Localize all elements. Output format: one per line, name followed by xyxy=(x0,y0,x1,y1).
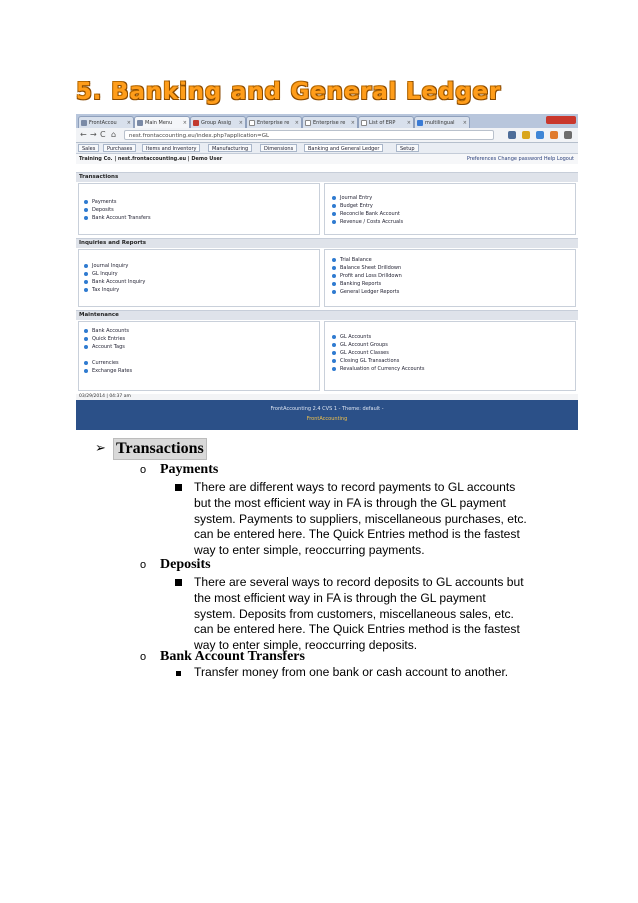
heading-label: Transactions xyxy=(113,438,207,460)
text-line: There are different ways to record payments to GL accounts xyxy=(194,480,516,494)
bookmark-icon[interactable] xyxy=(508,131,516,139)
link-revaluation[interactable]: Revaluation of Currency Accounts xyxy=(332,365,424,373)
browser-tab[interactable]: FrontAccou × xyxy=(78,116,134,128)
link-balance-sheet[interactable]: Balance Sheet Drilldown xyxy=(332,264,402,272)
link-list xyxy=(332,256,402,296)
link-trial-balance[interactable]: Trial Balance xyxy=(332,256,402,264)
extension-icon[interactable] xyxy=(536,131,544,139)
info-bar xyxy=(76,154,578,164)
link-bank-transfers[interactable]: Bank Account Transfers xyxy=(84,214,151,222)
text-line: system. Payments to suppliers, miscellaneous purchases, etc. xyxy=(194,511,527,526)
address-bar xyxy=(76,128,578,143)
section-title: Maintenance xyxy=(76,310,578,320)
company-info: Training Co. | nest.frontaccounting.eu | Demo User xyxy=(79,156,223,162)
link-profit-loss[interactable]: Profit and Loss Drilldown xyxy=(332,272,402,280)
link-journal-inquiry[interactable]: Journal Inquiry xyxy=(84,262,145,270)
link-exchange-rates[interactable]: Exchange Rates xyxy=(84,367,132,375)
text-line: can be entered here. The Quick Entries method is the fastest xyxy=(194,527,520,542)
link-accruals[interactable]: Revenue / Costs Accruals xyxy=(332,218,403,226)
translate-icon xyxy=(417,120,423,126)
close-icon[interactable]: × xyxy=(238,120,243,126)
link-list xyxy=(84,327,132,375)
link-tax-inquiry[interactable]: Tax Inquiry xyxy=(84,286,145,294)
frontaccounting-screenshot xyxy=(76,114,578,430)
paragraph-transfers xyxy=(194,665,566,681)
section-title: Inquiries and Reports xyxy=(76,238,578,248)
link-list xyxy=(84,198,151,222)
circle-bullet: o xyxy=(140,559,147,571)
section-maintenance xyxy=(76,310,578,320)
browser-tab[interactable]: Group Assig × xyxy=(190,116,246,128)
link-account-tags[interactable]: Account Tags xyxy=(84,343,132,351)
link-budget-entry[interactable]: Budget Entry xyxy=(332,202,403,210)
page-icon xyxy=(137,120,143,126)
url-input[interactable]: nest.frontaccounting.eu/index.php?application=GL xyxy=(124,130,494,140)
link-list xyxy=(332,333,424,373)
circle-bullet: o xyxy=(140,651,147,663)
sub-heading-label: Bank Account Transfers xyxy=(160,649,305,664)
footer-link[interactable]: FrontAccounting xyxy=(306,416,348,422)
wikipedia-icon xyxy=(249,120,255,126)
link-reconcile[interactable]: Reconcile Bank Account xyxy=(332,210,403,218)
close-icon[interactable]: × xyxy=(462,120,467,126)
footer-version: FrontAccounting 2.4 CVS 1 - Theme: default - xyxy=(270,406,384,412)
section-title: Transactions xyxy=(76,172,578,182)
link-gl-accounts[interactable]: GL Accounts xyxy=(332,333,424,341)
browser-tab[interactable]: Main Menu × xyxy=(134,116,190,128)
close-icon[interactable]: × xyxy=(406,120,411,126)
browser-tab[interactable]: Enterprise re × xyxy=(246,116,302,128)
link-gl-groups[interactable]: GL Account Groups xyxy=(332,341,424,349)
browser-tab[interactable]: List of ERP × xyxy=(358,116,414,128)
link-gl-classes[interactable]: GL Account Classes xyxy=(332,349,424,357)
circle-bullet: o xyxy=(140,464,147,476)
app-menu-bar xyxy=(76,143,578,154)
browser-tab[interactable]: Enterprise re × xyxy=(302,116,358,128)
wikipedia-icon xyxy=(305,120,311,126)
browser-tab[interactable]: multilingual × xyxy=(414,116,470,128)
link-bank-inquiry[interactable]: Bank Account Inquiry xyxy=(84,278,145,286)
menu-purchases[interactable]: Purchases xyxy=(103,144,136,152)
link-currencies[interactable]: Currencies xyxy=(84,359,132,367)
menu-banking-gl[interactable]: Banking and General Ledger xyxy=(304,144,383,152)
spacer xyxy=(84,351,132,359)
close-icon[interactable]: × xyxy=(294,120,299,126)
wikipedia-icon xyxy=(361,120,367,126)
page-icon xyxy=(81,120,87,126)
date-time: 03/29/2014 | 04:37 am xyxy=(76,394,578,400)
close-icon[interactable]: × xyxy=(126,120,131,126)
sub-heading-label: Deposits xyxy=(160,557,211,572)
square-bullet-icon xyxy=(176,671,181,676)
arrow-bullet-icon: ➢ xyxy=(95,440,106,455)
square-bullet-icon xyxy=(175,484,182,491)
app-footer xyxy=(76,400,578,430)
back-arrow-icon[interactable]: ← xyxy=(80,130,87,139)
link-journal-entry[interactable]: Journal Entry xyxy=(332,194,403,202)
text-line: There are several ways to record deposits to GL accounts but xyxy=(194,575,524,589)
text-line: way to enter simple, reoccurring payments. xyxy=(194,543,425,558)
close-icon[interactable]: × xyxy=(350,120,355,126)
home-icon[interactable]: ⌂ xyxy=(111,130,117,139)
sub-heading-label: Payments xyxy=(160,462,219,477)
link-deposits[interactable]: Deposits xyxy=(84,206,151,214)
menu-icon[interactable] xyxy=(564,131,572,139)
menu-setup[interactable]: Setup xyxy=(396,144,419,152)
section-transactions xyxy=(76,172,578,182)
menu-dimensions[interactable]: Dimensions xyxy=(260,144,297,152)
text-line: way to enter simple, reoccurring deposits. xyxy=(194,638,418,653)
link-closing-gl[interactable]: Closing GL Transactions xyxy=(332,357,424,365)
link-quick-entries[interactable]: Quick Entries xyxy=(84,335,132,343)
text-line: the most efficient way in FA is through the GL payment xyxy=(194,590,486,605)
link-list xyxy=(84,262,145,294)
link-gl-reports[interactable]: General Ledger Reports xyxy=(332,288,402,296)
paragraph-deposits xyxy=(194,575,566,654)
extension-icon[interactable] xyxy=(522,131,530,139)
window-controls[interactable] xyxy=(546,116,576,124)
text-line: but the most efficient way in FA is through the GL payment xyxy=(194,495,506,510)
link-gl-inquiry[interactable]: GL Inquiry xyxy=(84,270,145,278)
menu-manufacturing[interactable]: Manufacturing xyxy=(208,144,252,152)
link-bank-accounts[interactable]: Bank Accounts xyxy=(84,327,132,335)
text-line: system. Deposits from customers, miscellaneous sales, etc. xyxy=(194,606,514,621)
square-bullet-icon xyxy=(175,579,182,586)
text-line: Transfer money from one bank or cash account to another. xyxy=(194,665,509,679)
document-title: 5. Banking and General Ledger xyxy=(76,79,502,105)
gmail-icon xyxy=(193,120,199,126)
link-payments[interactable]: Payments xyxy=(84,198,151,206)
forward-arrow-icon[interactable]: → xyxy=(90,130,97,139)
extension-icon[interactable] xyxy=(550,131,558,139)
link-list xyxy=(332,194,403,226)
link-banking-reports[interactable]: Banking Reports xyxy=(332,280,402,288)
close-icon[interactable]: × xyxy=(182,120,187,126)
reload-icon[interactable]: C xyxy=(100,130,106,139)
menu-items-inventory[interactable]: Items and Inventory xyxy=(142,144,200,152)
menu-sales[interactable]: Sales xyxy=(78,144,99,152)
text-line: can be entered here. The Quick Entries method is the fastest xyxy=(194,622,520,637)
paragraph-payments xyxy=(194,480,566,559)
section-inquiries xyxy=(76,238,578,248)
browser-tab-bar xyxy=(76,114,578,128)
top-links[interactable]: Preferences Change password Help Logout xyxy=(466,156,574,162)
